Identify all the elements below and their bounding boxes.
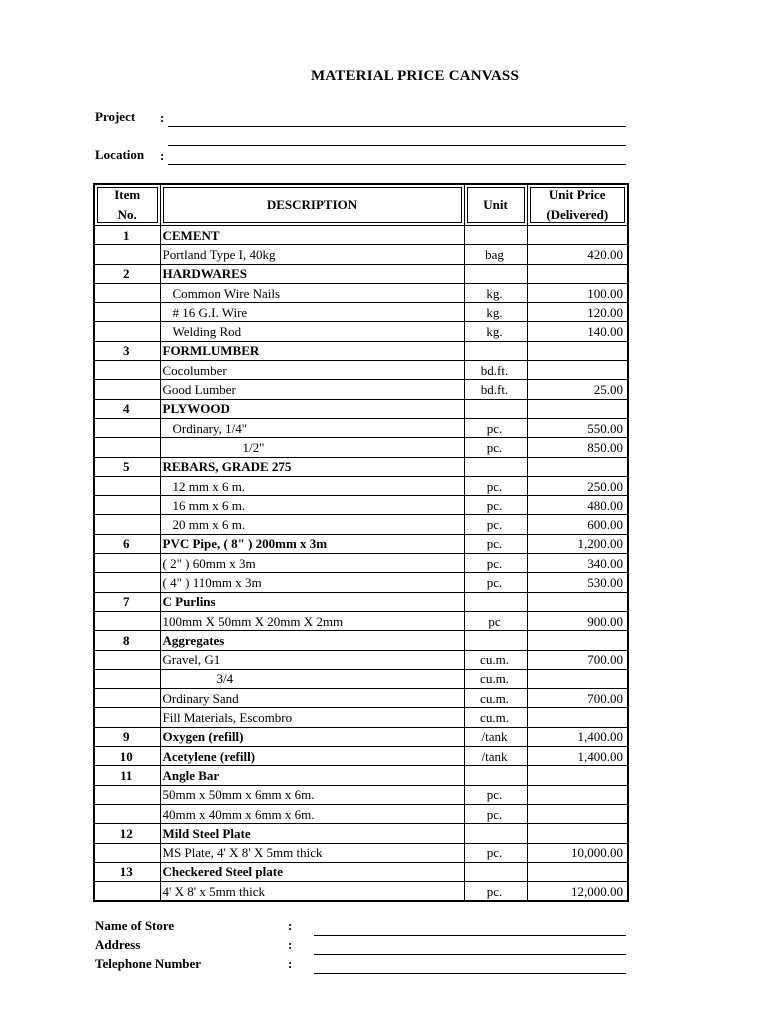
unit-cell: pc.: [464, 882, 527, 902]
description-cell: 12 mm x 6 m.: [160, 476, 464, 495]
unit-price-cell: 12,000.00: [527, 882, 628, 902]
item-no-cell: 1: [94, 226, 160, 245]
unit-price-cell: 120.00: [527, 303, 628, 322]
project-line-2[interactable]: [168, 145, 626, 146]
unit-price-cell: [527, 708, 628, 727]
description-cell: 40mm x 40mm x 6mm x 6m.: [160, 804, 464, 823]
description-cell: PLYWOOD: [160, 399, 464, 418]
unit-cell: bag: [464, 245, 527, 264]
description-cell: HARDWARES: [160, 264, 464, 283]
table-row: [94, 380, 628, 399]
telephone-label: Telephone Number: [95, 956, 202, 971]
header-unit-price: [527, 184, 628, 226]
table-row: [94, 554, 628, 573]
unit-price-cell: 340.00: [527, 554, 628, 573]
table-row: [94, 341, 628, 360]
description-cell: # 16 G.I. Wire: [160, 303, 464, 322]
unit-cell: cu.m.: [464, 689, 527, 708]
unit-cell: [464, 457, 527, 476]
item-no-cell: [94, 882, 160, 902]
description-cell: ( 4" ) 110mm x 3m: [160, 573, 464, 592]
header-description: DESCRIPTION: [160, 184, 464, 226]
project-label: Project: [95, 109, 136, 124]
table-row: [94, 747, 628, 766]
description-cell: Ordinary, 1/4": [160, 418, 464, 437]
header-price-line2: (Delivered): [546, 207, 609, 222]
table-row: [94, 515, 628, 534]
table-row: [94, 785, 628, 804]
price-table: [93, 183, 629, 902]
table-row: [94, 496, 628, 515]
description-cell: Angle Bar: [160, 766, 464, 785]
description-cell: C Purlins: [160, 592, 464, 611]
item-no-cell: [94, 380, 160, 399]
location-line[interactable]: [168, 164, 626, 165]
description-cell: Good Lumber: [160, 380, 464, 399]
unit-cell: [464, 399, 527, 418]
store-name-label: Name of Store: [95, 918, 175, 933]
item-no-cell: [94, 496, 160, 515]
item-no-cell: 6: [94, 534, 160, 553]
item-no-cell: [94, 476, 160, 495]
item-no-cell: [94, 361, 160, 380]
unit-cell: bd.ft.: [464, 380, 527, 399]
description-cell: Common Wire Nails: [160, 283, 464, 302]
unit-cell: [464, 264, 527, 283]
item-no-cell: 8: [94, 631, 160, 650]
item-no-cell: 2: [94, 264, 160, 283]
unit-cell: cu.m.: [464, 650, 527, 669]
unit-cell: [464, 824, 527, 843]
description-cell: Checkered Steel plate: [160, 862, 464, 881]
unit-cell: cu.m.: [464, 708, 527, 727]
description-cell: Portland Type I, 40kg: [160, 245, 464, 264]
unit-cell: [464, 226, 527, 245]
unit-cell: pc.: [464, 476, 527, 495]
table-row: [94, 766, 628, 785]
unit-price-cell: 900.00: [527, 611, 628, 630]
unit-cell: pc.: [464, 496, 527, 515]
unit-price-cell: [527, 824, 628, 843]
store-name-colon: :: [288, 918, 293, 933]
unit-cell: pc.: [464, 804, 527, 823]
description-cell: CEMENT: [160, 226, 464, 245]
unit-cell: [464, 862, 527, 881]
unit-price-cell: [527, 669, 628, 688]
item-no-cell: [94, 669, 160, 688]
table-row: [94, 862, 628, 881]
unit-cell: [464, 341, 527, 360]
address-colon: :: [288, 937, 293, 952]
table-row: [94, 689, 628, 708]
unit-price-cell: [527, 631, 628, 650]
item-no-cell: [94, 515, 160, 534]
location-colon: :: [160, 148, 165, 163]
project-colon: :: [160, 110, 165, 125]
description-cell: ( 2" ) 60mm x 3m: [160, 554, 464, 573]
table-row: [94, 303, 628, 322]
unit-cell: [464, 766, 527, 785]
address-line[interactable]: [314, 954, 626, 955]
item-no-cell: [94, 573, 160, 592]
unit-cell: kg.: [464, 303, 527, 322]
unit-cell: pc.: [464, 418, 527, 437]
unit-price-cell: 1,400.00: [527, 747, 628, 766]
unit-price-cell: [527, 862, 628, 881]
page-title: MATERIAL PRICE CANVASS: [310, 68, 520, 84]
description-cell: 4' X 8' x 5mm thick: [160, 882, 464, 902]
table-row: [94, 226, 628, 245]
unit-cell: [464, 631, 527, 650]
item-no-cell: 4: [94, 399, 160, 418]
item-no-cell: [94, 804, 160, 823]
table-row: [94, 824, 628, 843]
item-no-cell: [94, 554, 160, 573]
unit-price-cell: 140.00: [527, 322, 628, 341]
table-row: [94, 592, 628, 611]
unit-price-cell: [527, 592, 628, 611]
table-row: [94, 399, 628, 418]
unit-price-cell: [527, 264, 628, 283]
unit-price-cell: [527, 226, 628, 245]
description-cell: Ordinary Sand: [160, 689, 464, 708]
unit-price-cell: 1,200.00: [527, 534, 628, 553]
table-row: [94, 573, 628, 592]
unit-cell: pc.: [464, 438, 527, 457]
unit-price-cell: 550.00: [527, 418, 628, 437]
description-cell: Fill Materials, Escombro: [160, 708, 464, 727]
description-cell: 1/2": [160, 438, 464, 457]
header-price-line1: Unit Price: [548, 187, 606, 202]
unit-price-cell: 1,400.00: [527, 727, 628, 746]
unit-cell: /tank: [464, 727, 527, 746]
item-no-cell: [94, 611, 160, 630]
unit-cell: bd.ft.: [464, 361, 527, 380]
item-no-cell: [94, 303, 160, 322]
table-row: [94, 804, 628, 823]
unit-price-cell: 600.00: [527, 515, 628, 534]
unit-price-cell: [527, 804, 628, 823]
unit-price-cell: 700.00: [527, 689, 628, 708]
table-row: [94, 534, 628, 553]
description-cell: REBARS, GRADE 275: [160, 457, 464, 476]
item-no-cell: [94, 708, 160, 727]
table-row: [94, 476, 628, 495]
header-unit: Unit: [464, 184, 527, 226]
item-no-cell: [94, 650, 160, 669]
unit-price-cell: 420.00: [527, 245, 628, 264]
description-cell: Acetylene (refill): [160, 747, 464, 766]
description-cell: Welding Rod: [160, 322, 464, 341]
description-cell: 20 mm x 6 m.: [160, 515, 464, 534]
unit-cell: pc.: [464, 534, 527, 553]
unit-price-cell: 850.00: [527, 438, 628, 457]
table-header-row: [94, 184, 628, 226]
unit-price-cell: 700.00: [527, 650, 628, 669]
item-no-cell: 9: [94, 727, 160, 746]
header-item-no-line1: Item: [114, 187, 141, 202]
item-no-cell: [94, 418, 160, 437]
description-cell: 3/4: [160, 669, 464, 688]
description-cell: 50mm x 50mm x 6mm x 6m.: [160, 785, 464, 804]
address-label: Address: [95, 937, 141, 952]
description-cell: FORMLUMBER: [160, 341, 464, 360]
unit-cell: pc.: [464, 573, 527, 592]
item-no-cell: 12: [94, 824, 160, 843]
unit-price-cell: [527, 399, 628, 418]
unit-cell: cu.m.: [464, 669, 527, 688]
item-no-cell: [94, 843, 160, 862]
description-cell: MS Plate, 4' X 8' X 5mm thick: [160, 843, 464, 862]
table-row: [94, 843, 628, 862]
description-cell: 100mm X 50mm X 20mm X 2mm: [160, 611, 464, 630]
store-name-line[interactable]: [314, 935, 626, 936]
table-row: [94, 882, 628, 902]
unit-cell: pc.: [464, 554, 527, 573]
item-no-cell: [94, 689, 160, 708]
table-row: [94, 631, 628, 650]
item-no-cell: 3: [94, 341, 160, 360]
unit-cell: pc: [464, 611, 527, 630]
table-row: [94, 727, 628, 746]
table-row: [94, 650, 628, 669]
unit-price-cell: [527, 766, 628, 785]
unit-price-cell: [527, 361, 628, 380]
table-row: [94, 438, 628, 457]
table-row: [94, 418, 628, 437]
item-no-cell: [94, 322, 160, 341]
description-cell: Mild Steel Plate: [160, 824, 464, 843]
description-cell: Oxygen (refill): [160, 727, 464, 746]
header-item-no-line2: No.: [117, 207, 137, 222]
table-row: [94, 361, 628, 380]
description-cell: Cocolumber: [160, 361, 464, 380]
item-no-cell: 13: [94, 862, 160, 881]
table-row: [94, 457, 628, 476]
unit-cell: kg.: [464, 283, 527, 302]
telephone-line[interactable]: [314, 973, 626, 974]
unit-cell: pc.: [464, 515, 527, 534]
unit-cell: [464, 592, 527, 611]
unit-price-cell: [527, 341, 628, 360]
description-cell: PVC Pipe, ( 8" ) 200mm x 3m: [160, 534, 464, 553]
unit-cell: pc.: [464, 785, 527, 804]
table-row: [94, 322, 628, 341]
table-row: [94, 611, 628, 630]
unit-price-cell: [527, 457, 628, 476]
description-cell: 16 mm x 6 m.: [160, 496, 464, 515]
unit-cell: kg.: [464, 322, 527, 341]
item-no-cell: [94, 283, 160, 302]
item-no-cell: 5: [94, 457, 160, 476]
description-cell: Gravel, G1: [160, 650, 464, 669]
unit-price-cell: 25.00: [527, 380, 628, 399]
item-no-cell: [94, 438, 160, 457]
table-row: [94, 669, 628, 688]
table-row: [94, 708, 628, 727]
project-line[interactable]: [168, 126, 626, 127]
unit-price-cell: 480.00: [527, 496, 628, 515]
unit-price-cell: 530.00: [527, 573, 628, 592]
unit-cell: /tank: [464, 747, 527, 766]
item-no-cell: [94, 785, 160, 804]
unit-cell: pc.: [464, 843, 527, 862]
item-no-cell: [94, 245, 160, 264]
table-row: [94, 264, 628, 283]
telephone-colon: :: [288, 956, 293, 971]
header-item-no: [94, 184, 160, 226]
unit-price-cell: 250.00: [527, 476, 628, 495]
table-row: [94, 245, 628, 264]
item-no-cell: 11: [94, 766, 160, 785]
item-no-cell: 10: [94, 747, 160, 766]
unit-price-cell: [527, 785, 628, 804]
item-no-cell: 7: [94, 592, 160, 611]
description-cell: Aggregates: [160, 631, 464, 650]
table-row: [94, 283, 628, 302]
unit-price-cell: 100.00: [527, 283, 628, 302]
unit-price-cell: 10,000.00: [527, 843, 628, 862]
location-label: Location: [95, 147, 145, 162]
